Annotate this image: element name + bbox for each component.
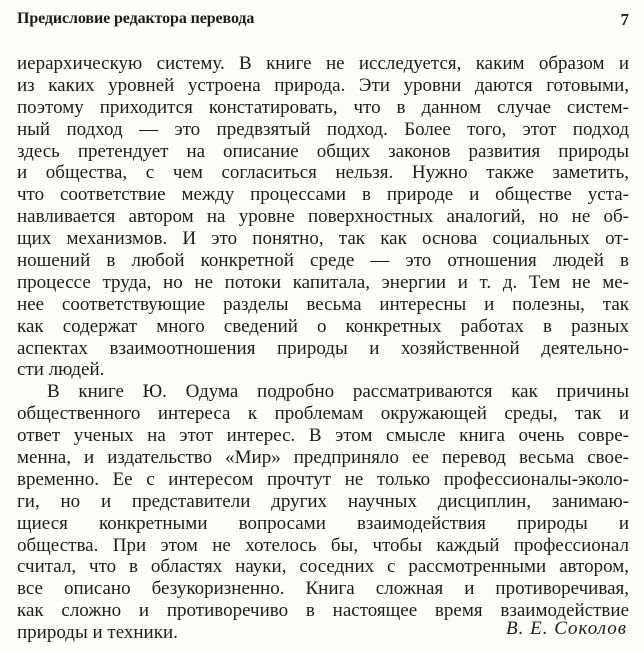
text-line: как содержат много сведений о конкретных работах в разных — [17, 315, 629, 337]
text-line: считал, что в областях науки, соседних с рассмотренными автором, — [17, 556, 629, 578]
text-line: иерархическую систему. В книге не исследуется, каким образом и — [17, 53, 629, 74]
text-line: поэтому приходится констатировать, что в данном случае систем- — [17, 96, 629, 118]
text-line: и общества, с чем согласиться нельзя. Нужно также заметить, — [17, 162, 629, 184]
text-line: как сложно и противоречиво в настоящее время взаимодействие — [17, 600, 629, 622]
text-line: что соответствие между процессами в природе и обществе уста- — [17, 184, 629, 206]
text-line: ношений в любой конкретной среде — это отношения людей в — [17, 250, 629, 272]
text-line: общества. При этом не хотелось бы, чтобы каждый профессионал — [17, 534, 629, 556]
body-text — [17, 53, 629, 644]
text-line: временно. Ее с интересом прочтут не только профессионалы-эколо- — [17, 468, 629, 490]
paragraph-2 — [17, 381, 629, 644]
text-line: нее соответствующие разделы весьма интересны и полезны, так — [17, 293, 629, 315]
text-line: менна, и издательство «Мир» предприняло ее перевод весьма свое- — [17, 447, 629, 469]
author-signature: В. Е. Соколов — [506, 618, 627, 639]
text-line: щиеся конкретными вопросами взаимодействия природы и — [17, 512, 629, 534]
running-head — [17, 10, 629, 32]
text-line: общественного интереса к проблемам окружающей среды, так и — [17, 403, 629, 425]
text-line: здесь претендует на описание общих законов развития природы — [17, 140, 629, 162]
text-line-last: природы и техники. — [17, 622, 178, 644]
text-line: ги, но и представители других научных дисциплин, занимаю- — [17, 490, 629, 512]
text-line: из каких уровней устроена природа. Эти уровни даются готовыми, — [17, 74, 629, 96]
text-line: аспектах взаимоотношения природы и хозяйственной деятельно- — [17, 337, 629, 359]
page-number: 7 — [620, 10, 629, 29]
text-line-last: сти людей. — [17, 359, 105, 381]
text-line-first: В книге Ю. Одума подробно рассматриваются как причины — [47, 381, 629, 403]
text-line: все описано безукоризненно. Книга сложная и противоречивая, — [17, 578, 629, 600]
text-line: ный подход — это предвзятый подход. Более того, этот подход — [17, 118, 629, 140]
paragraph-1 — [17, 53, 629, 381]
running-title: Предисловие редактора перевода — [17, 10, 255, 27]
text-line: ответ ученых на этот интерес. В этом смысле книга очень совре- — [17, 425, 629, 447]
text-line: процессе труда, но не потоки капитала, энергии и т. д. Тем не ме- — [17, 271, 629, 293]
text-line: навливается автором на уровне поверхностных аналогий, но не об- — [17, 206, 629, 228]
text-line: щих механизмов. И это понятно, так как основа социальных от- — [17, 228, 629, 250]
